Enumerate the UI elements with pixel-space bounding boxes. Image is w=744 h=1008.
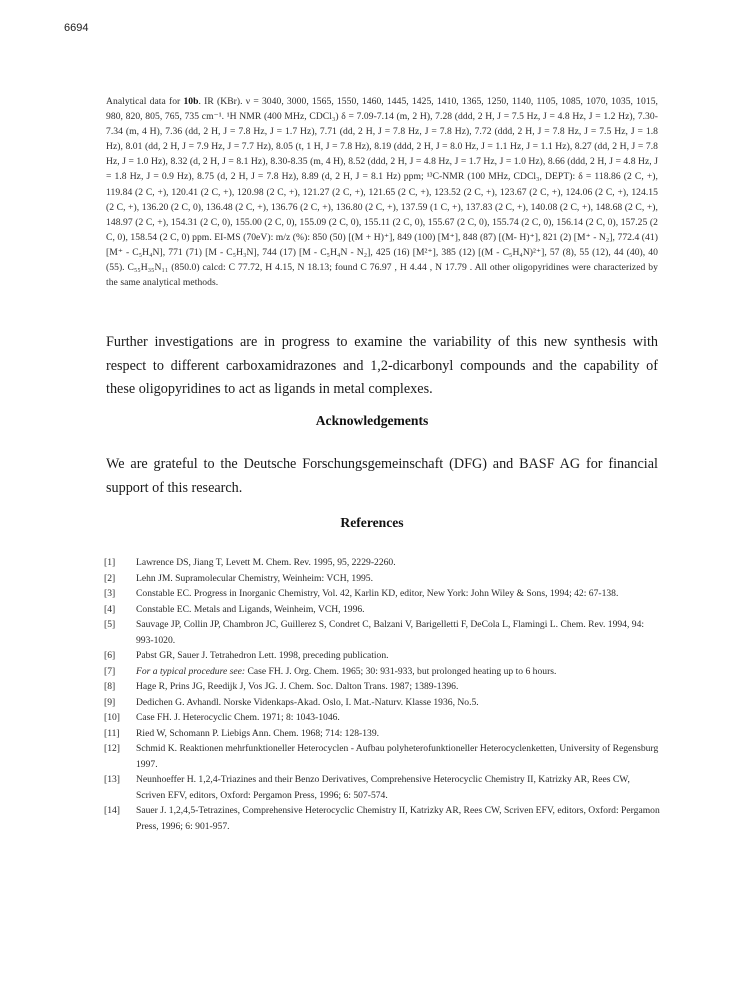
reference-number: [2] xyxy=(104,572,116,584)
references-heading: References xyxy=(340,515,404,530)
reference-item xyxy=(104,741,660,772)
reference-text: Constable EC. Progress in Inorganic Chemistry, Vol. 42, Karlin KD, editor, New York: John Wiley & Sons, 1994; 42: 67-138. xyxy=(136,588,619,599)
reference-text: Lawrence DS, Jiang T, Levett M. Chem. Rev. 1995, 95, 2229-2260. xyxy=(136,557,396,568)
reference-number: [10] xyxy=(104,712,120,723)
reference-item xyxy=(104,726,660,742)
reference-number: [7] xyxy=(104,665,116,677)
reference-italic-note: For a typical procedure see: xyxy=(136,665,246,677)
reference-text: Lehn JM. Supramolecular Chemistry, Weinheim: VCH, 1995. xyxy=(136,572,373,584)
reference-item xyxy=(104,695,660,711)
analytical-data-paragraph xyxy=(106,94,658,290)
reference-item xyxy=(104,617,660,648)
reference-item xyxy=(104,772,660,803)
reference-item xyxy=(104,571,660,587)
reference-number: [11] xyxy=(104,727,120,739)
page-number: 6694 xyxy=(64,22,89,34)
reference-item xyxy=(104,586,660,602)
reference-number: [6] xyxy=(104,650,116,661)
reference-text-rest: Case FH. J. Org. Chem. 1965; 30: 931-933, but prolonged heating up to 6 hours. xyxy=(245,665,557,677)
reference-number: [12] xyxy=(104,743,120,754)
reference-text: Schmid K. Reaktionen mehrfunktioneller Heterocyclen - Aufbau polyheterofunktioneller Heterocyclenketten, University of Regensburg 1997. xyxy=(136,743,659,770)
reference-item xyxy=(104,602,660,618)
reference-text: Pabst GR, Sauer J. Tetrahedron Lett. 1998, preceding publication. xyxy=(136,650,389,661)
reference-number: [13] xyxy=(104,774,120,785)
further-investigations-paragraph: Further investigations are in progress to examine the variability of this new synthesis with respect to different carboxamidrazones and 1,2-dicarbonyl compounds and the capability of these oligopyridines to act as ligands in metal complexes. xyxy=(106,334,658,397)
reference-item xyxy=(104,648,660,664)
reference-item xyxy=(104,710,660,726)
reference-number: [5] xyxy=(104,619,116,630)
reference-text: Ried W, Schomann P. Liebigs Ann. Chem. 1968; 714: 128-139. xyxy=(136,727,380,739)
reference-item xyxy=(104,555,660,571)
reference-text: Sauvage JP, Collin JP, Chambron JC, Guillerez S, Condret C, Balzani V, Barigelletti F, DeCola L, Flamingi L. Chem. Rev. 1994, 94: 993-1020. xyxy=(136,619,645,646)
acknowledgements-paragraph: We are grateful to the Deutsche Forschungsgemeinschaft (DFG) and BASF AG for financial support of this research. xyxy=(106,456,658,496)
compound-label: 10b xyxy=(183,96,199,107)
reference-text: Case FH. J. Heterocyclic Chem. 1971; 8: 1043-1046. xyxy=(136,712,340,723)
reference-text: Constable EC. Metals and Ligands, Weinheim, VCH, 1996. xyxy=(136,603,365,615)
reference-number: [9] xyxy=(104,696,116,708)
reference-text: Sauer J. 1,2,4,5-Tetrazines, Comprehensive Heterocyclic Chemistry II, Katrizky AR, Rees CW, Scriven EFV, editors, Oxford: Pergamon Press, 1996; 6: 901-957. xyxy=(136,805,660,832)
analytical-lead: Analytical data for xyxy=(106,96,184,107)
reference-number: [14] xyxy=(104,805,120,816)
reference-text: Neunhoeffer H. 1,2,4-Triazines and their Benzo Derivatives, Comprehensive Heterocyclic Chemistry II, Katrizky AR, Rees CW, Scriven EFV, editors, Oxford: Pergamon Press, 1996; 6: 507-574. xyxy=(136,774,630,801)
reference-text: Dedichen G. Avhandl. Norske Videnkaps-Akad. Oslo, I. Mat.-Naturv. Klasse 1936, No.5. xyxy=(136,696,479,708)
reference-item xyxy=(104,679,660,695)
reference-text xyxy=(136,664,660,680)
reference-item xyxy=(104,803,660,834)
reference-number: [8] xyxy=(104,681,116,692)
reference-number: [4] xyxy=(104,603,116,615)
reference-list xyxy=(104,555,660,834)
reference-number: [1] xyxy=(104,557,116,568)
acknowledgements-heading: Acknowledgements xyxy=(315,413,429,428)
reference-number: [3] xyxy=(104,588,116,599)
reference-text: Hage R, Prins JG, Reedijk J, Vos JG. J. Chem. Soc. Dalton Trans. 1987; 1389-1396. xyxy=(136,681,459,692)
analytical-text: . IR (KBr). ν = 3040, 3000, 1565, 1550, 1460, 1445, 1425, 1410, 1365, 1250, 1140, 1105, 1085, 1070, 1035, 1015, 980, 820, 805, 765, 735 cm⁻¹. ¹H NMR (400 MHz, CDCl₃) δ = 7.09-7.14 (m, 2 H), 7.28 (ddd, 2 H, J = 7.5 Hz, J = 4.8 Hz, J = 1.2 Hz), 7.30-7.34 (m, 4 H), 7.36 (dd, 2 H, J = 7.8 Hz, J = 1.7 Hz), 7.71 (dd, 2 H, J = 7.8 Hz, J = 7.8 Hz), 7.72 (ddd, 2 H, J = 7.8 Hz, J = 7.5 Hz, J = 1.8 Hz), 8.01 (dd, 2 H, J = 7.9 Hz, J = 7.7 Hz), 8.05 (t, 1 H, J = 7.8 Hz), 8.19 (ddd, 2 H, J = 8.0 Hz, J = 1.1 Hz, J = 1.1 Hz), 8.27 (dd, 2 H, J = 7.8 Hz, J = 1.0 Hz), 8.32 (d, 2 H, J = 8.1 Hz), 8.30-8.35 (m, 4 H), 8.52 (ddd, 2 H, J = 4.8 Hz, J = 1.7 Hz, J = 1.0 Hz), 8.66 (ddd, 2 H, J = 4.8 Hz, J = 1.8 Hz, J = 0.9 Hz), 8.75 (d, 2 H, J = 7.8 Hz), 8.89 (d, 2 H, J = 8.1 Hz) ppm; ¹³C-NMR (100 MHz, CDCl₃, DEPT): δ = 118.86 (2 C, +), 119.84 (2 C, +), 120.41 (2 C, +), 120.98 (2 C, +), 121.27 (2 C, +), 121.65 (2 C, +), 123.52 (2 C, +), 123.67 (2 C, +), 124.06 (2 C, +), 124.15 (2 C, +), 136.20 (2 C, 0), 136.48 (2 C, +), 136.76 (2 C, +), 136.80 (2 C, +), 137.59 (1 C, +), 137.83 (2 C, +), 140.08 (2 C, +), 148.68 (2 C, +), 148.97 (2 C, +), 154.31 (2 C, 0), 155.00 (2 C, 0), 155.09 (2 C, 0), 155.11 (2 C, 0), 155.67 (2 C, 0), 155.74 (2 C, 0), 156.14 (2 C, 0), 157.25 (2 C, 0), 158.54 (2 C, 0) ppm. EI-MS (70eV): m/z (%): 850 (50) [(M + H)⁺], 849 (100) [M⁺], 848 (87) [(M- H)⁺], 821 (2) [M⁺ - N₂], 772.4 (41) [M⁺ - C₅H₄N], 771 (71) [M - C₅H₃N], 744 (17) [M - C₅H₄N - N₂], 425 (16) [M²⁺], 385 (12) [(M - C₅H₄N)²⁺], 57 (8), 55 (12), 44 (40), 40 (55). C₅₅H₃₅N₁₁ (850.0) calcd: C 77.72, H 4.15, N 18.13; found C 76.97 , H 4.44 , N 17.79 . All other oligopyridines were characterized by the same analytical methods. xyxy=(106,96,658,289)
reference-item xyxy=(104,664,660,680)
